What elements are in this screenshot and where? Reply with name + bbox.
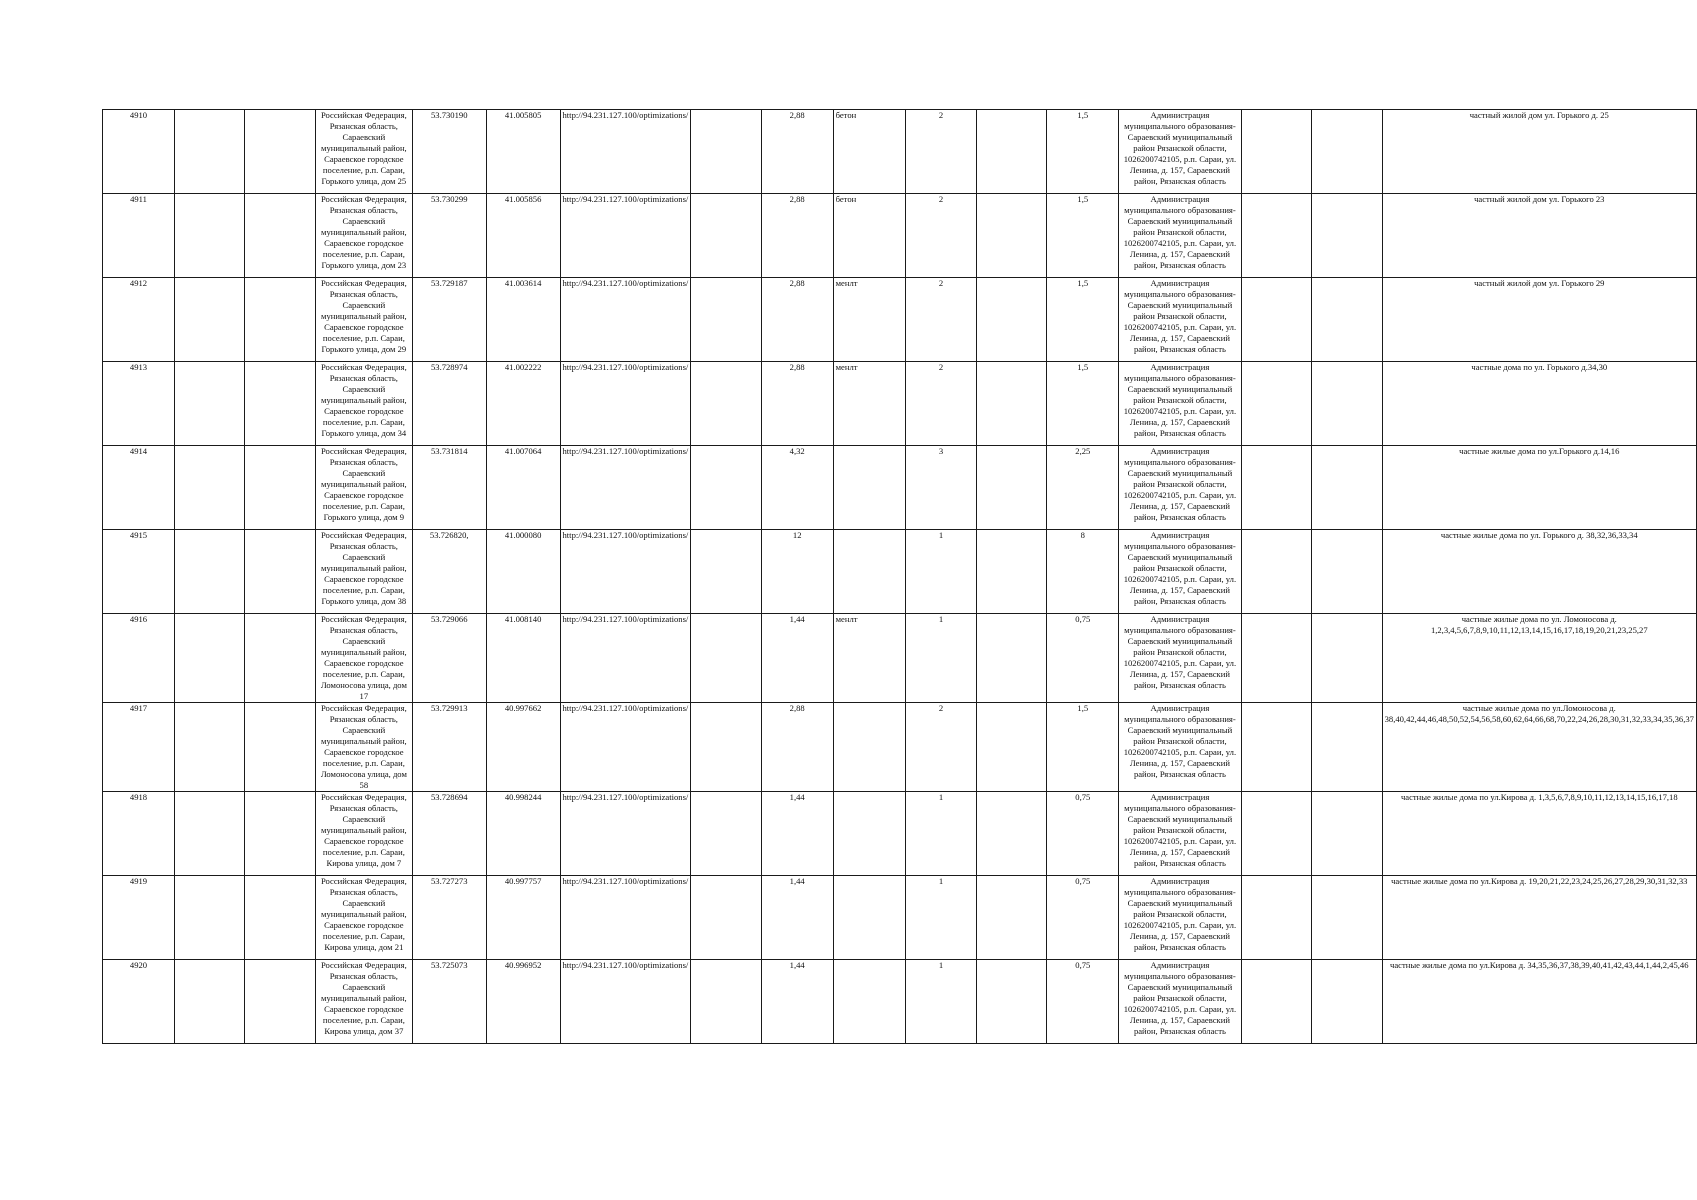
container-count-cell: 2 <box>906 362 977 446</box>
owner-cell: Администрация муниципального образования-Сараевский муниципальный район Рязанской области, 1026200742105, р.п. Сараи, ул. Ленина, д. 157, Сараевский район, Рязанская область <box>1119 278 1241 362</box>
container-count-cell: 2 <box>906 278 977 362</box>
row-number-cell: 4912 <box>103 278 175 362</box>
latitude-cell: 53.730190 <box>412 110 486 194</box>
address-cell: Российская Федерация, Рязанская область, Сараевский муниципальный район, Сараевское городское поселение, р.п. Сараи, Ломоносова улица, дом 17 <box>315 614 412 703</box>
container-volume-cell: 1,5 <box>1047 278 1119 362</box>
longitude-cell: 41.005805 <box>486 110 560 194</box>
owner-cell: Администрация муниципального образования-Сараевский муниципальный район Рязанской области, 1026200742105, р.п. Сараи, ул. Ленина, д. 157, Сараевский район, Рязанская область <box>1119 960 1241 1044</box>
table-row <box>103 110 1697 194</box>
empty-cell <box>245 703 315 792</box>
address-cell: Российская Федерация, Рязанская область, Сараевский муниципальный район, Сараевское городское поселение, р.п. Сараи, Кирова улица, дом 21 <box>315 876 412 960</box>
container-count-cell: 1 <box>906 792 977 876</box>
longitude-cell: 41.008140 <box>486 614 560 703</box>
served-objects-cell: частные жилые дома по ул.Кирова д. 19,20,21,22,23,24,25,26,27,28,29,30,31,32,33 <box>1382 876 1696 960</box>
surface-type-cell <box>833 876 905 960</box>
empty-cell <box>1312 110 1382 194</box>
row-number-cell: 4913 <box>103 362 175 446</box>
container-volume-cell: 0,75 <box>1047 876 1119 960</box>
empty-cell <box>1312 530 1382 614</box>
served-objects-cell: частные жилые дома по ул.Горького д.14,16 <box>1382 446 1696 530</box>
empty-cell <box>1312 362 1382 446</box>
container-volume-cell: 0,75 <box>1047 614 1119 703</box>
empty-cell <box>175 960 245 1044</box>
empty-cell <box>976 876 1046 960</box>
map-link-cell[interactable]: http://94.231.127.100/optimizations/ <box>560 703 691 792</box>
container-count-cell: 2 <box>906 703 977 792</box>
latitude-cell: 53.729187 <box>412 278 486 362</box>
address-cell: Российская Федерация, Рязанская область, Сараевский муниципальный район, Сараевское городское поселение, р.п. Сараи, Горького улица, дом 34 <box>315 362 412 446</box>
latitude-cell: 53.727273 <box>412 876 486 960</box>
row-number-cell: 4918 <box>103 792 175 876</box>
empty-cell <box>1312 446 1382 530</box>
longitude-cell: 41.007064 <box>486 446 560 530</box>
table-row <box>103 614 1697 703</box>
owner-cell: Администрация муниципального образования-Сараевский муниципальный район Рязанской области, 1026200742105, р.п. Сараи, ул. Ленина, д. 157, Сараевский район, Рязанская область <box>1119 703 1241 792</box>
area-cell: 2,88 <box>761 194 833 278</box>
container-volume-cell: 1,5 <box>1047 362 1119 446</box>
latitude-cell: 53.725073 <box>412 960 486 1044</box>
owner-cell: Администрация муниципального образования-Сараевский муниципальный район Рязанской области, 1026200742105, р.п. Сараи, ул. Ленина, д. 157, Сараевский район, Рязанская область <box>1119 614 1241 703</box>
served-objects-cell: частный жилой дом ул. Горького д. 25 <box>1382 110 1696 194</box>
empty-cell <box>691 110 761 194</box>
address-cell: Российская Федерация, Рязанская область, Сараевский муниципальный район, Сараевское городское поселение, р.п. Сараи, Ломоносова улица, дом 58 <box>315 703 412 792</box>
served-objects-cell: частные жилые дома по ул. Горького д. 38,32,36,33,34 <box>1382 530 1696 614</box>
empty-cell <box>245 110 315 194</box>
empty-cell <box>1241 876 1311 960</box>
empty-cell <box>976 194 1046 278</box>
surface-type-cell: бетон <box>833 110 905 194</box>
empty-cell <box>691 960 761 1044</box>
served-objects-cell: частные жилые дома по ул.Кирова д. 34,35,36,37,38,39,40,41,42,43,44,1,44,2,45,46 <box>1382 960 1696 1044</box>
container-count-cell: 3 <box>906 446 977 530</box>
longitude-cell: 41.003614 <box>486 278 560 362</box>
empty-cell <box>1241 362 1311 446</box>
latitude-cell: 53.731814 <box>412 446 486 530</box>
served-objects-cell: частные жилые дома по ул. Ломоносова д. 1,2,3,4,5,6,7,8,9,10,11,12,13,14,15,16,17,18,19,20,21,23,25,27 <box>1382 614 1696 703</box>
table-row <box>103 530 1697 614</box>
container-sites-table <box>102 109 1697 1044</box>
empty-cell <box>175 446 245 530</box>
owner-cell: Администрация муниципального образования-Сараевский муниципальный район Рязанской области, 1026200742105, р.п. Сараи, ул. Ленина, д. 157, Сараевский район, Рязанская область <box>1119 530 1241 614</box>
map-link-cell[interactable]: http://94.231.127.100/optimizations/ <box>560 614 691 703</box>
empty-cell <box>245 960 315 1044</box>
empty-cell <box>691 278 761 362</box>
row-number-cell: 4916 <box>103 614 175 703</box>
address-cell: Российская Федерация, Рязанская область, Сараевский муниципальный район, Сараевское городское поселение, р.п. Сараи, Горького улица, дом 9 <box>315 446 412 530</box>
owner-cell: Администрация муниципального образования-Сараевский муниципальный район Рязанской области, 1026200742105, р.п. Сараи, ул. Ленина, д. 157, Сараевский район, Рязанская область <box>1119 792 1241 876</box>
table-body <box>103 110 1697 1044</box>
container-volume-cell: 1,5 <box>1047 110 1119 194</box>
area-cell: 1,44 <box>761 960 833 1044</box>
row-number-cell: 4919 <box>103 876 175 960</box>
table-row <box>103 278 1697 362</box>
empty-cell <box>1241 194 1311 278</box>
area-cell: 1,44 <box>761 614 833 703</box>
latitude-cell: 53.729913 <box>412 703 486 792</box>
latitude-cell: 53.729066 <box>412 614 486 703</box>
row-number-cell: 4911 <box>103 194 175 278</box>
empty-cell <box>976 614 1046 703</box>
area-cell: 2,88 <box>761 110 833 194</box>
surface-type-cell: бетон <box>833 194 905 278</box>
empty-cell <box>976 960 1046 1044</box>
map-link-cell[interactable]: http://94.231.127.100/optimizations/ <box>560 194 691 278</box>
empty-cell <box>175 110 245 194</box>
empty-cell <box>976 362 1046 446</box>
latitude-cell: 53.730299 <box>412 194 486 278</box>
empty-cell <box>175 362 245 446</box>
empty-cell <box>976 530 1046 614</box>
empty-cell <box>245 362 315 446</box>
map-link-cell[interactable]: http://94.231.127.100/optimizations/ <box>560 446 691 530</box>
container-count-cell: 1 <box>906 960 977 1044</box>
area-cell: 1,44 <box>761 792 833 876</box>
table-row <box>103 960 1697 1044</box>
empty-cell <box>245 446 315 530</box>
longitude-cell: 41.002222 <box>486 362 560 446</box>
empty-cell <box>245 194 315 278</box>
longitude-cell: 40.997757 <box>486 876 560 960</box>
table-row <box>103 792 1697 876</box>
owner-cell: Администрация муниципального образования-Сараевский муниципальный район Рязанской области, 1026200742105, р.п. Сараи, ул. Ленина, д. 157, Сараевский район, Рязанская область <box>1119 362 1241 446</box>
empty-cell <box>976 446 1046 530</box>
container-volume-cell: 2,25 <box>1047 446 1119 530</box>
empty-cell <box>691 362 761 446</box>
empty-cell <box>691 876 761 960</box>
empty-cell <box>976 278 1046 362</box>
served-objects-cell: частный жилой дом ул. Горького 23 <box>1382 194 1696 278</box>
container-count-cell: 1 <box>906 614 977 703</box>
empty-cell <box>175 278 245 362</box>
empty-cell <box>691 530 761 614</box>
empty-cell <box>691 792 761 876</box>
longitude-cell: 40.998244 <box>486 792 560 876</box>
empty-cell <box>175 876 245 960</box>
map-link-cell[interactable]: http://94.231.127.100/optimizations/ <box>560 110 691 194</box>
empty-cell <box>1241 614 1311 703</box>
empty-cell <box>1241 792 1311 876</box>
table-row <box>103 703 1697 792</box>
map-link-cell[interactable]: http://94.231.127.100/optimizations/ <box>560 876 691 960</box>
container-count-cell: 1 <box>906 876 977 960</box>
empty-cell <box>1312 876 1382 960</box>
empty-cell <box>1241 446 1311 530</box>
latitude-cell: 53.726820, <box>412 530 486 614</box>
owner-cell: Администрация муниципального образования-Сараевский муниципальный район Рязанской области, 1026200742105, р.п. Сараи, ул. Ленина, д. 157, Сараевский район, Рязанская область <box>1119 446 1241 530</box>
empty-cell <box>1241 960 1311 1044</box>
area-cell: 2,88 <box>761 362 833 446</box>
served-objects-cell: частные жилые дома по ул.Кирова д. 1,3,5,6,7,8,9,10,11,12,13,14,15,16,17,18 <box>1382 792 1696 876</box>
empty-cell <box>1241 530 1311 614</box>
table-row <box>103 194 1697 278</box>
table-row <box>103 362 1697 446</box>
empty-cell <box>1312 194 1382 278</box>
table-row <box>103 876 1697 960</box>
address-cell: Российская Федерация, Рязанская область, Сараевский муниципальный район, Сараевское городское поселение, р.п. Сараи, Горького улица, дом 23 <box>315 194 412 278</box>
map-link-cell[interactable]: http://94.231.127.100/optimizations/ <box>560 362 691 446</box>
empty-cell <box>691 446 761 530</box>
empty-cell <box>245 614 315 703</box>
empty-cell <box>175 530 245 614</box>
surface-type-cell <box>833 530 905 614</box>
container-volume-cell: 0,75 <box>1047 792 1119 876</box>
empty-cell <box>245 278 315 362</box>
surface-type-cell <box>833 446 905 530</box>
empty-cell <box>1241 110 1311 194</box>
empty-cell <box>245 876 315 960</box>
container-volume-cell: 1,5 <box>1047 194 1119 278</box>
address-cell: Российская Федерация, Рязанская область, Сараевский муниципальный район, Сараевское городское поселение, р.п. Сараи, Горького улица, дом 29 <box>315 278 412 362</box>
latitude-cell: 53.728694 <box>412 792 486 876</box>
served-objects-cell: частные жилые дома по ул.Ломоносова д. 38,40,42,44,46,48,50,52,54,56,58,60,62,64,66,68,70,22,24,26,28,30,31,32,33,34,35,36,37 <box>1382 703 1696 792</box>
area-cell: 12 <box>761 530 833 614</box>
container-volume-cell: 8 <box>1047 530 1119 614</box>
empty-cell <box>245 530 315 614</box>
served-objects-cell: частные дома по ул. Горького д.34,30 <box>1382 362 1696 446</box>
empty-cell <box>1241 278 1311 362</box>
area-cell: 4,32 <box>761 446 833 530</box>
map-link-cell[interactable]: http://94.231.127.100/optimizations/ <box>560 278 691 362</box>
empty-cell <box>1241 703 1311 792</box>
address-cell: Российская Федерация, Рязанская область, Сараевский муниципальный район, Сараевское городское поселение, р.п. Сараи, Горького улица, дом 25 <box>315 110 412 194</box>
empty-cell <box>691 194 761 278</box>
latitude-cell: 53.728974 <box>412 362 486 446</box>
map-link-cell[interactable]: http://94.231.127.100/optimizations/ <box>560 960 691 1044</box>
empty-cell <box>691 614 761 703</box>
owner-cell: Администрация муниципального образования-Сараевский муниципальный район Рязанской области, 1026200742105, р.п. Сараи, ул. Ленина, д. 157, Сараевский район, Рязанская область <box>1119 194 1241 278</box>
surface-type-cell: менлт <box>833 278 905 362</box>
empty-cell <box>1312 792 1382 876</box>
address-cell: Российская Федерация, Рязанская область, Сараевский муниципальный район, Сараевское городское поселение, р.п. Сараи, Кирова улица, дом 37 <box>315 960 412 1044</box>
empty-cell <box>175 792 245 876</box>
longitude-cell: 40.997662 <box>486 703 560 792</box>
surface-type-cell <box>833 960 905 1044</box>
container-count-cell: 2 <box>906 110 977 194</box>
container-volume-cell: 0,75 <box>1047 960 1119 1044</box>
empty-cell <box>1312 614 1382 703</box>
owner-cell: Администрация муниципального образования-Сараевский муниципальный район Рязанской области, 1026200742105, р.п. Сараи, ул. Ленина, д. 157, Сараевский район, Рязанская область <box>1119 876 1241 960</box>
row-number-cell: 4910 <box>103 110 175 194</box>
served-objects-cell: частный жилой дом ул. Горького 29 <box>1382 278 1696 362</box>
table-row <box>103 446 1697 530</box>
empty-cell <box>976 110 1046 194</box>
surface-type-cell <box>833 792 905 876</box>
area-cell: 1,44 <box>761 876 833 960</box>
map-link-cell[interactable]: http://94.231.127.100/optimizations/ <box>560 792 691 876</box>
container-count-cell: 1 <box>906 530 977 614</box>
longitude-cell: 41.005856 <box>486 194 560 278</box>
row-number-cell: 4914 <box>103 446 175 530</box>
area-cell: 2,88 <box>761 703 833 792</box>
empty-cell <box>691 703 761 792</box>
owner-cell: Администрация муниципального образования-Сараевский муниципальный район Рязанской области, 1026200742105, р.п. Сараи, ул. Ленина, д. 157, Сараевский район, Рязанская область <box>1119 110 1241 194</box>
container-volume-cell: 1,5 <box>1047 703 1119 792</box>
empty-cell <box>175 703 245 792</box>
empty-cell <box>175 194 245 278</box>
empty-cell <box>976 792 1046 876</box>
surface-type-cell: менлт <box>833 614 905 703</box>
row-number-cell: 4915 <box>103 530 175 614</box>
area-cell: 2,88 <box>761 278 833 362</box>
row-number-cell: 4917 <box>103 703 175 792</box>
empty-cell <box>175 614 245 703</box>
empty-cell <box>1312 703 1382 792</box>
empty-cell <box>976 703 1046 792</box>
longitude-cell: 41.000080 <box>486 530 560 614</box>
empty-cell <box>245 792 315 876</box>
empty-cell <box>1312 960 1382 1044</box>
empty-cell <box>1312 278 1382 362</box>
longitude-cell: 40.996952 <box>486 960 560 1044</box>
container-count-cell: 2 <box>906 194 977 278</box>
surface-type-cell: менлт <box>833 362 905 446</box>
surface-type-cell <box>833 703 905 792</box>
address-cell: Российская Федерация, Рязанская область, Сараевский муниципальный район, Сараевское городское поселение, р.п. Сараи, Горького улица, дом 38 <box>315 530 412 614</box>
map-link-cell[interactable]: http://94.231.127.100/optimizations/ <box>560 530 691 614</box>
row-number-cell: 4920 <box>103 960 175 1044</box>
address-cell: Российская Федерация, Рязанская область, Сараевский муниципальный район, Сараевское городское поселение, р.п. Сараи, Кирова улица, дом 7 <box>315 792 412 876</box>
